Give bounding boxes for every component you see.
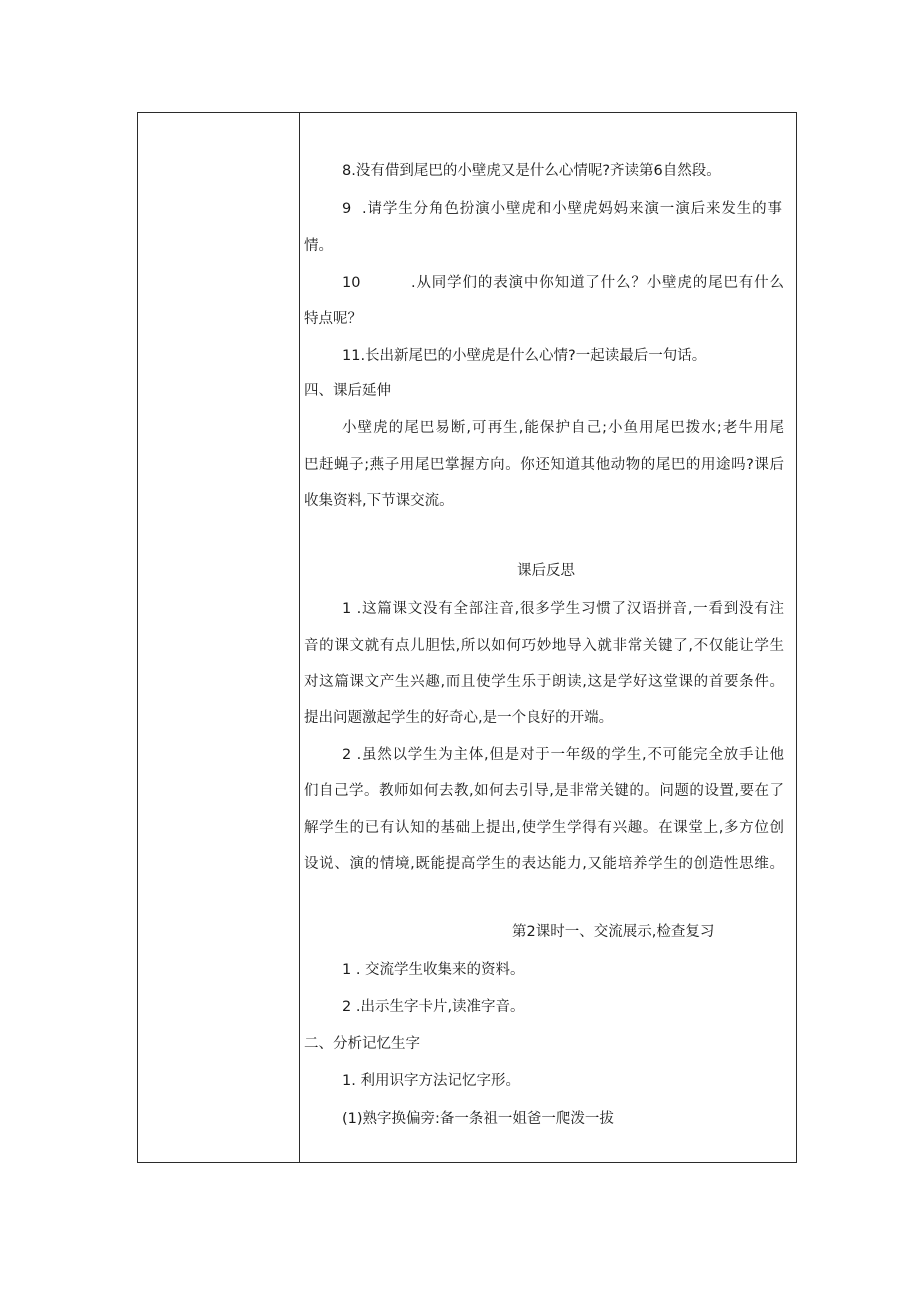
lesson-item-11: 11.长出新尾巴的小壁虎是什么心情?一起读最后一句话。	[342, 348, 707, 364]
lesson-2-item-2: 2 .出示生字卡片,读准字音。	[342, 999, 525, 1015]
lesson-item-9-text: .请学生分角色扮演小壁虎和小壁虎妈妈来演一演后来发生的事	[362, 201, 782, 217]
lesson-2-sub-item-1: 1. 利用识字方法记忆字形。	[342, 1073, 520, 1089]
reflection-p1-line-3: 对这篇课文产生兴趣,而且使学生乐于朗读,这是学好这堂课的首要条件。	[304, 674, 784, 690]
section-2-heading: 二、分析记忆生字	[304, 1036, 420, 1052]
lesson-item-10-text: .从同学们的表演中你知道了什么？小壁虎的尾巴有什么	[411, 275, 784, 291]
extension-paragraph-line-3: 收集资料,下节课交流。	[304, 493, 454, 509]
table-column-divider	[299, 112, 300, 1163]
lesson-item-10-number: 10	[342, 275, 361, 291]
reflection-p1-line-4: 提出问题激起学生的好奇心,是一个良好的开端。	[304, 710, 614, 726]
reflection-title: 课后反思	[517, 563, 575, 579]
lesson-2-item-1: 1 . 交流学生收集来的资料。	[342, 962, 525, 978]
lesson-item-9-continuation: 情。	[304, 238, 333, 254]
reflection-p2-line-3: 解学生的已有认知的基础上提出,使学生学得有兴趣。在课堂上,多方位创	[304, 820, 784, 836]
reflection-p2-line-1: 2 .虽然以学生为主体,但是对于一年级的学生,不可能完全放手让他	[342, 747, 784, 763]
extension-paragraph-line-2: 巴赶蝇子;燕子用尾巴掌握方向。你还知道其他动物的尾巴的用途吗?课后	[304, 457, 784, 473]
lesson-2-heading: 第2课时一、交流展示,检查复习	[512, 924, 715, 940]
lesson-item-9-number: 9	[342, 201, 352, 217]
reflection-p2-line-2: 们自己学。教师如何去教,如何去引导,是非常关键的。问题的设置,要在了	[304, 783, 784, 799]
reflection-p2-line-4: 设说、演的情境,既能提高学生的表达能力,又能培养学生的创造性思维。	[304, 856, 784, 872]
lesson-item-10-continuation: 特点呢？	[304, 311, 362, 327]
lesson-item-8: 8.没有借到尾巴的小壁虎又是什么心情呢?齐读第6自然段。	[342, 163, 721, 179]
lesson-2-sub-item-1-1: (1)熟字换偏旁:备一条祖一姐爸一爬泼一拔	[342, 1111, 614, 1127]
section-4-heading: 四、课后延伸	[304, 383, 391, 399]
reflection-p1-line-2: 音的课文就有点儿胆怯,所以如何巧妙地导入就非常关键了,不仅能让学生	[304, 638, 784, 654]
reflection-p1-line-1: 1 .这篇课文没有全部注音,很多学生习惯了汉语拼音,一看到没有注	[342, 601, 784, 617]
extension-paragraph-line-1: 小壁虎的尾巴易断,可再生,能保护自己;小鱼用尾巴拨水;老牛用尾	[342, 420, 784, 436]
